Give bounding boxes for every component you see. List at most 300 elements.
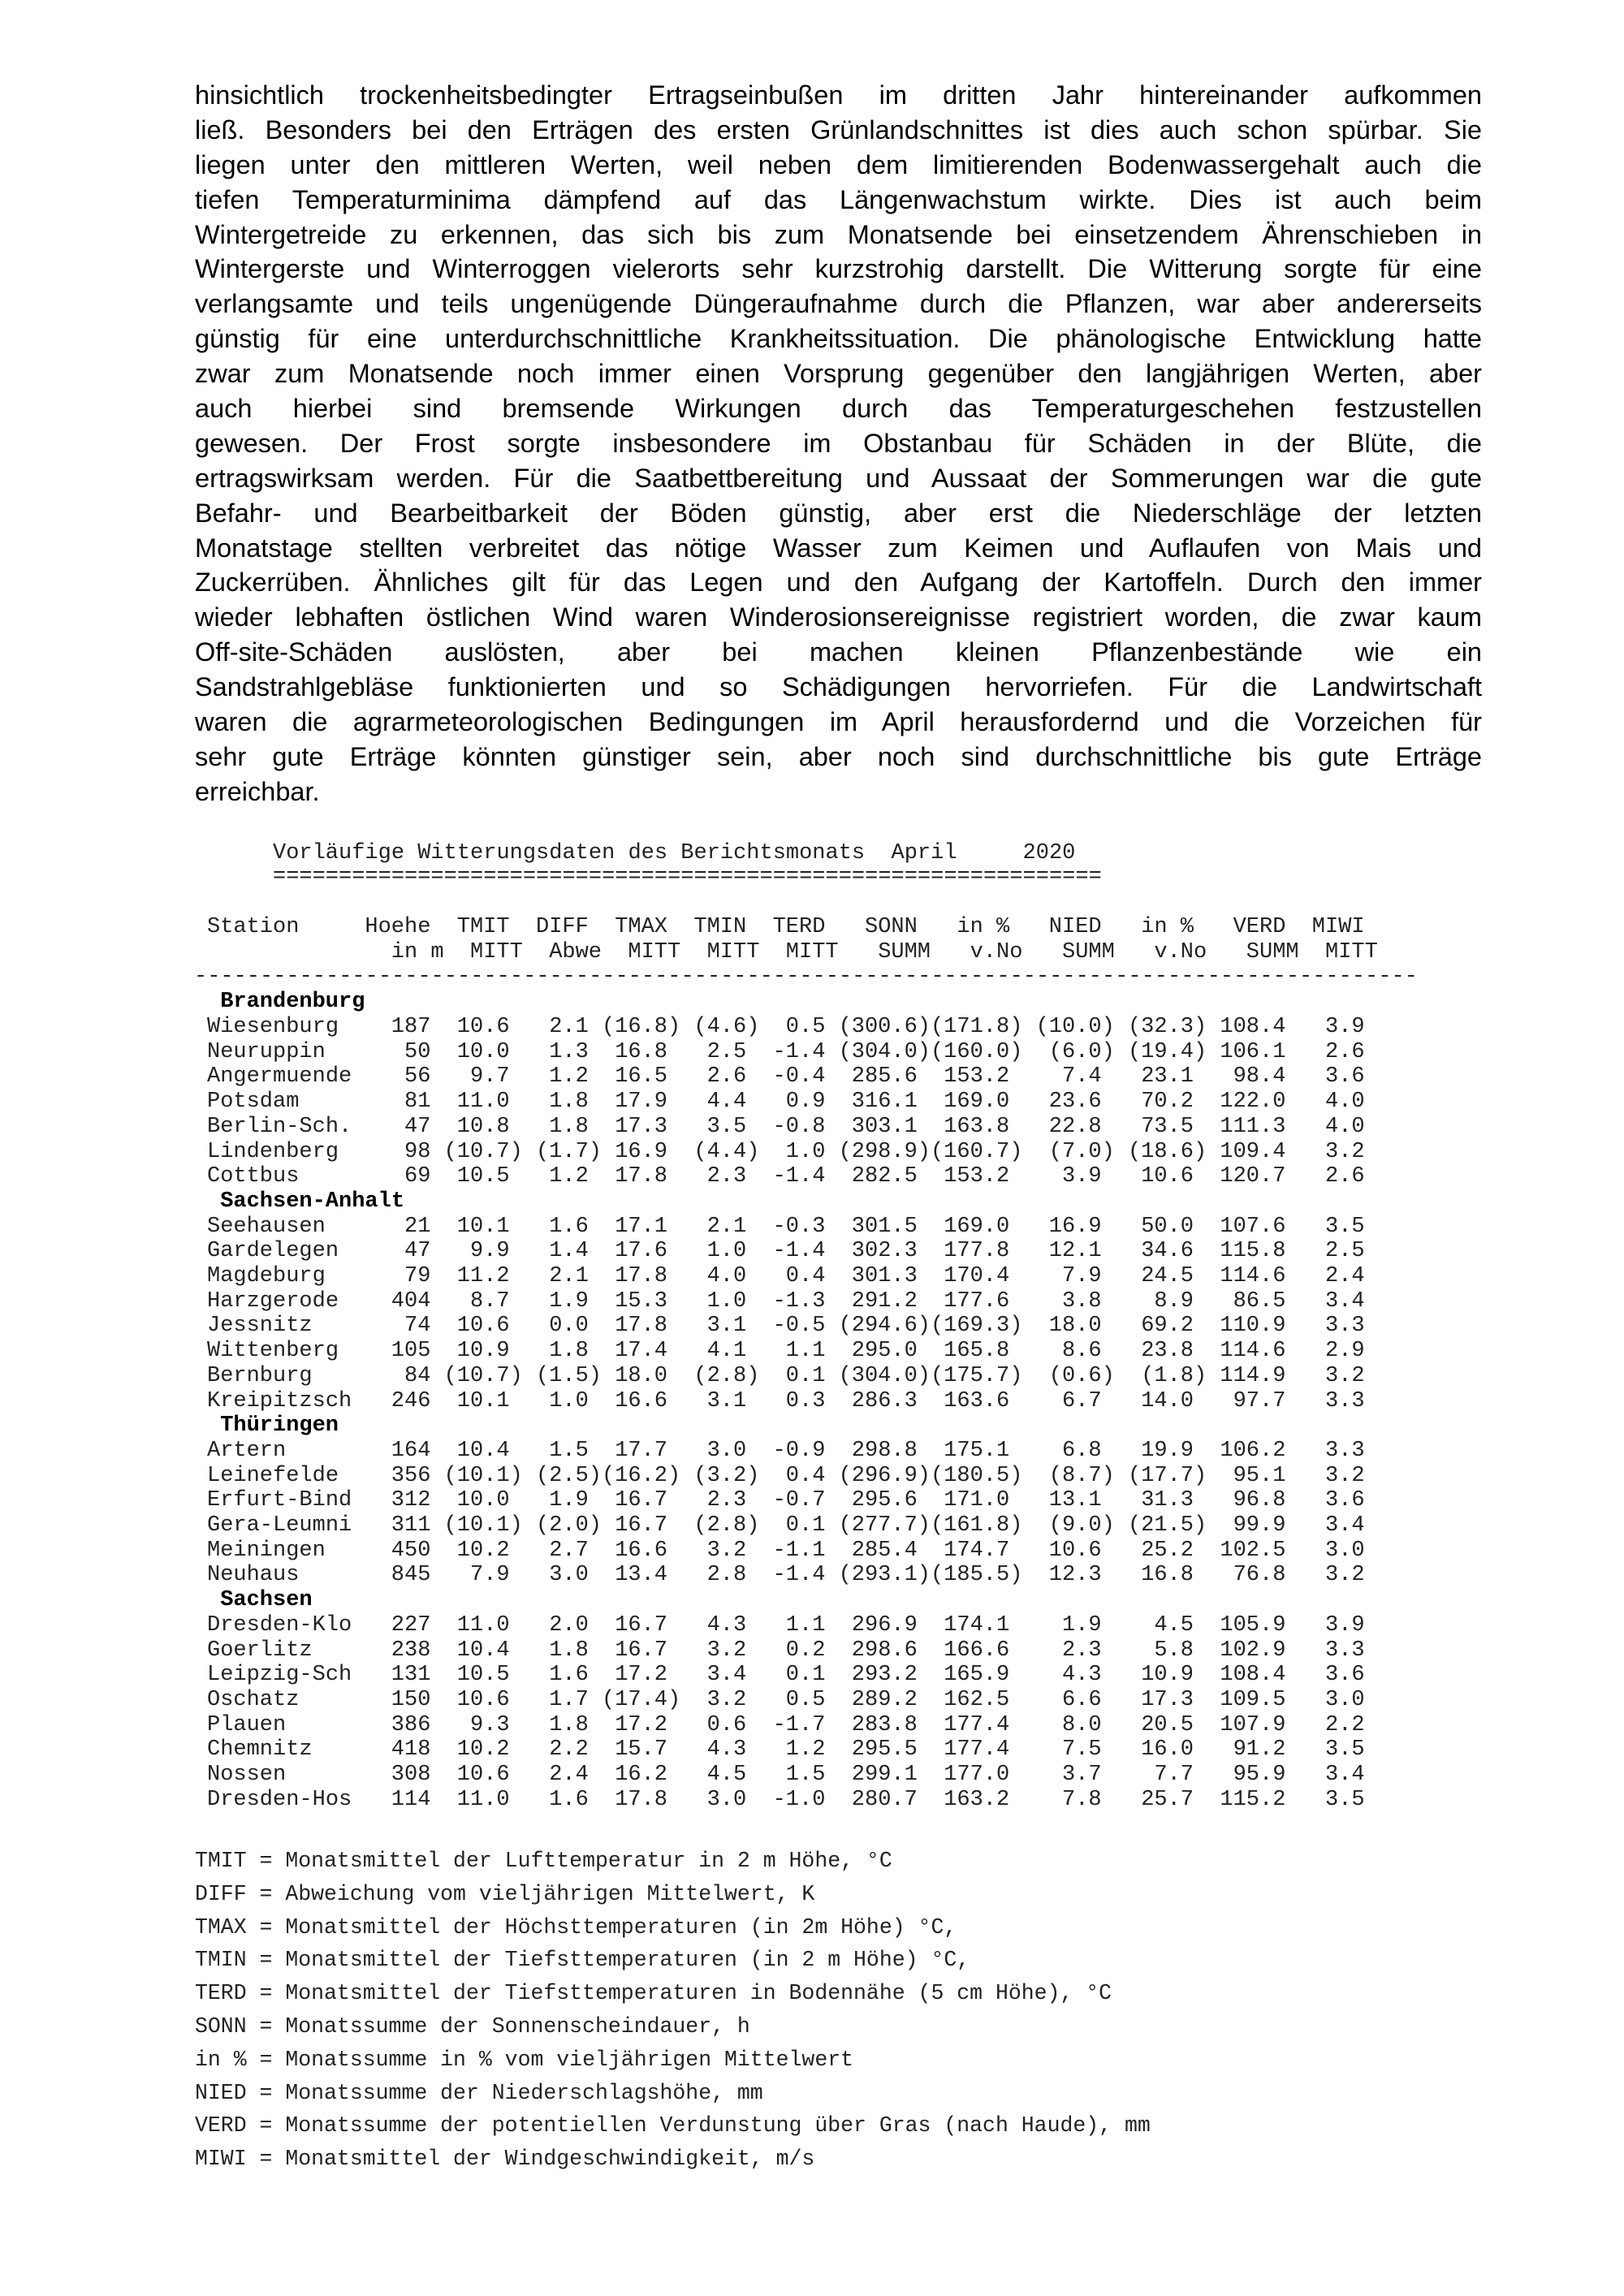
- table-cell: 1.2: [549, 1164, 589, 1189]
- table-cell: 10.6: [1141, 1164, 1194, 1189]
- paragraph-line: Monatstage stellten verbreitet das nötige Wasser zum Keimen und Auflaufen von Mais und: [195, 533, 1482, 563]
- table-title: Vorläufige Witterungsdaten des Berichtsmonats April 2020: [273, 841, 1076, 865]
- table-cell: 169.0: [944, 1214, 1010, 1239]
- column-header: DIFF: [536, 915, 589, 940]
- table-cell: 107.6: [1220, 1214, 1286, 1239]
- table-cell: 1.8: [549, 1638, 589, 1663]
- table-cell: 165.9: [944, 1663, 1010, 1688]
- table-cell: (161.8): [930, 1513, 1023, 1538]
- table-cell: 2.6: [1325, 1039, 1365, 1064]
- station-name: Gera-Leumni: [207, 1513, 352, 1538]
- table-cell: 10.2: [456, 1737, 510, 1763]
- table-cell: 295.0: [851, 1339, 918, 1364]
- table-cell: 1.2: [785, 1737, 826, 1763]
- table-cell: 8.6: [1062, 1339, 1102, 1364]
- table-cell: 0.2: [785, 1638, 826, 1663]
- column-header-unit: v.No: [970, 939, 1023, 965]
- table-cell: 2.3: [1062, 1638, 1102, 1663]
- table-cell: 95.1: [1233, 1463, 1286, 1488]
- table-cell: 107.9: [1220, 1712, 1286, 1737]
- table-cell: 96.8: [1233, 1488, 1286, 1513]
- column-header: in %: [957, 915, 1010, 940]
- table-cell: 2.0: [549, 1612, 589, 1638]
- table-cell: 1.0: [706, 1239, 747, 1264]
- table-cell: 4.3: [1062, 1663, 1102, 1688]
- legend-entry: TERD = Monatsmittel der Tiefsttemperaturen in Bodennähe (5 cm Höhe), °C: [195, 1981, 1112, 2006]
- table-cell: 11.2: [456, 1264, 510, 1288]
- table-cell: 114.6: [1220, 1339, 1286, 1364]
- table-cell: 0.3: [785, 1388, 826, 1413]
- table-cell: (8.7): [1048, 1463, 1115, 1488]
- table-cell: 11.0: [456, 1090, 510, 1115]
- table-cell: 2.9: [1325, 1339, 1365, 1364]
- station-name: Plauen: [207, 1712, 287, 1737]
- table-cell: -1.7: [772, 1712, 826, 1737]
- table-cell: 99.9: [1233, 1513, 1286, 1538]
- station-name: Artern: [207, 1438, 287, 1463]
- table-cell: 1.6: [549, 1214, 589, 1239]
- table-cell: 3.6: [1325, 1064, 1365, 1090]
- table-cell: 2.1: [549, 1015, 589, 1039]
- column-header-unit: v.No: [1154, 939, 1207, 965]
- station-name: Seehausen: [207, 1214, 326, 1239]
- table-cell: (32.3): [1127, 1015, 1207, 1039]
- station-name: Wiesenburg: [207, 1015, 339, 1039]
- table-cell: 70.2: [1141, 1090, 1194, 1115]
- paragraph-line: tiefen Temperaturminima dämpfend auf das Längenwachstum wirkte. Dies ist auch beim: [195, 184, 1482, 214]
- table-cell: 120.7: [1220, 1164, 1286, 1189]
- table-cell: (175.7): [930, 1363, 1023, 1388]
- table-cell: 16.5: [615, 1064, 667, 1090]
- table-cell: 102.9: [1220, 1638, 1286, 1663]
- table-cell: 25.7: [1141, 1787, 1194, 1812]
- table-cell: 1.8: [549, 1339, 589, 1364]
- table-cell: 21: [404, 1214, 431, 1239]
- table-cell: 10.0: [456, 1488, 510, 1513]
- paragraph-line: liegen unter den mittleren Werten, weil neben dem limitierenden Bodenwassergehalt auch die: [195, 149, 1482, 179]
- table-cell: 7.9: [470, 1563, 510, 1588]
- table-cell: 174.1: [944, 1612, 1010, 1638]
- table-cell: 285.4: [851, 1538, 918, 1563]
- table-cell: 298.6: [851, 1638, 918, 1663]
- table-cell: (21.5): [1127, 1513, 1207, 1538]
- table-cell: 17.3: [1141, 1687, 1194, 1712]
- table-cell: (160.0): [930, 1039, 1023, 1064]
- column-header: TERD: [772, 915, 826, 940]
- table-cell: (294.6): [838, 1314, 931, 1339]
- table-cell: 10.0: [456, 1039, 510, 1064]
- station-name: Leinefelde: [207, 1463, 339, 1488]
- legend-entry: DIFF = Abweichung vom vieljährigen Mittelwert, K: [195, 1881, 815, 1906]
- table-cell: 0.4: [785, 1264, 826, 1288]
- table-cell: 98.4: [1233, 1064, 1286, 1090]
- table-cell: 19.9: [1141, 1438, 1194, 1463]
- table-cell: 3.7: [1062, 1763, 1102, 1787]
- table-cell: 1.0: [785, 1139, 826, 1164]
- table-cell: (4.6): [693, 1015, 760, 1039]
- table-cell: 3.9: [1325, 1015, 1365, 1039]
- state-group-header: Sachsen-Anhalt: [220, 1189, 405, 1214]
- paragraph-line: hinsichtlich trockenheitsbedingter Ertragseinbußen im dritten Jahr hintereinander aufkommen: [195, 80, 1482, 110]
- table-cell: 1.8: [549, 1090, 589, 1115]
- table-cell: 17.3: [615, 1114, 667, 1139]
- table-cell: (277.7): [838, 1513, 931, 1538]
- column-header-unit: SUMM: [1062, 939, 1115, 965]
- table-cell: (16.8): [601, 1015, 681, 1039]
- table-cell: 10.9: [1141, 1663, 1194, 1688]
- table-cell: 1.2: [549, 1064, 589, 1090]
- table-cell: 20.5: [1141, 1712, 1194, 1737]
- table-cell: 91.2: [1233, 1737, 1286, 1763]
- column-header-unit: MITT: [628, 939, 681, 965]
- table-cell: 10.6: [1048, 1538, 1102, 1563]
- table-cell: 174.7: [944, 1538, 1010, 1563]
- table-cell: (3.2): [693, 1463, 760, 1488]
- table-cell: 3.6: [1325, 1663, 1365, 1688]
- table-cell: 0.9: [785, 1090, 826, 1115]
- table-cell: (7.0): [1048, 1139, 1115, 1164]
- table-cell: 4.0: [706, 1264, 747, 1288]
- table-cell: (2.5): [535, 1463, 602, 1488]
- table-cell: 9.3: [470, 1712, 510, 1737]
- table-cell: 3.2: [706, 1538, 747, 1563]
- table-cell: 114.6: [1220, 1264, 1286, 1288]
- table-cell: 3.4: [706, 1663, 747, 1688]
- table-cell: 3.2: [1325, 1463, 1365, 1488]
- table-cell: 3.5: [1325, 1214, 1365, 1239]
- table-cell: 79: [404, 1264, 431, 1288]
- table-cell: 17.1: [615, 1214, 667, 1239]
- table-cell: 16.0: [1141, 1737, 1194, 1763]
- table-cell: 2.4: [549, 1763, 589, 1787]
- table-cell: 289.2: [851, 1687, 918, 1712]
- table-cell: 9.9: [470, 1239, 510, 1264]
- table-cell: 295.6: [851, 1488, 918, 1513]
- table-cell: 2.6: [706, 1064, 747, 1090]
- station-name: Chemnitz: [207, 1737, 313, 1763]
- paragraph-line: Sandstrahlgebläse funktionierten und so Schädigungen hervorriefen. Für die Landwirtschaft: [195, 672, 1482, 702]
- table-cell: 24.5: [1141, 1264, 1194, 1288]
- table-cell: 3.3: [1325, 1314, 1365, 1339]
- table-cell: 308: [391, 1763, 431, 1787]
- table-cell: 165.8: [944, 1339, 1010, 1364]
- table-cell: 16.7: [615, 1638, 667, 1663]
- table-cell: (10.7): [443, 1363, 523, 1388]
- table-cell: 2.1: [706, 1214, 747, 1239]
- table-cell: 3.1: [706, 1314, 747, 1339]
- table-cell: (19.4): [1127, 1039, 1207, 1064]
- table-cell: 3.0: [706, 1438, 747, 1463]
- table-cell: 1.7: [549, 1687, 589, 1712]
- table-cell: 0.1: [785, 1663, 826, 1688]
- table-cell: 31.3: [1141, 1488, 1194, 1513]
- table-cell: 3.8: [1062, 1288, 1102, 1314]
- table-cell: 3.2: [1325, 1139, 1365, 1164]
- table-cell: (2.0): [535, 1513, 602, 1538]
- table-cell: (1.7): [535, 1139, 602, 1164]
- table-cell: 4.0: [1325, 1114, 1365, 1139]
- table-cell: 17.6: [615, 1239, 667, 1264]
- table-cell: 84: [404, 1363, 431, 1388]
- table-cell: 299.1: [851, 1763, 918, 1787]
- table-cell: -0.4: [772, 1064, 826, 1090]
- table-cell: (18.6): [1127, 1139, 1207, 1164]
- station-name: Goerlitz: [207, 1638, 313, 1663]
- column-header: SONN: [865, 915, 918, 940]
- table-cell: 98: [404, 1139, 431, 1164]
- table-cell: 3.0: [1325, 1538, 1365, 1563]
- table-cell: 15.7: [615, 1737, 667, 1763]
- table-cell: 2.4: [1325, 1264, 1365, 1288]
- table-cell: 302.3: [851, 1239, 918, 1264]
- state-group-header: Brandenburg: [220, 990, 365, 1015]
- legend-entry: in % = Monatssumme in % vom vieljährigen Mittelwert: [195, 2047, 854, 2072]
- paragraph-line: auch hierbei sind bremsende Wirkungen durch das Temperaturgeschehen festzustellen: [195, 394, 1482, 424]
- table-cell: 3.3: [1325, 1388, 1365, 1413]
- table-cell: 17.8: [615, 1164, 667, 1189]
- table-cell: 164: [391, 1438, 431, 1463]
- station-name: Nossen: [207, 1763, 287, 1787]
- table-cell: 74: [404, 1314, 431, 1339]
- table-cell: 0.6: [706, 1712, 747, 1737]
- table-cell: 109.4: [1220, 1139, 1286, 1164]
- table-cell: 845: [391, 1563, 431, 1588]
- table-cell: 8.7: [470, 1288, 510, 1314]
- station-name: Neuruppin: [207, 1039, 326, 1064]
- station-name: Oschatz: [207, 1687, 300, 1712]
- column-header: NIED: [1048, 915, 1102, 940]
- station-name: Meiningen: [207, 1538, 326, 1563]
- table-cell: 17.2: [615, 1663, 667, 1688]
- table-cell: (16.2): [601, 1463, 681, 1488]
- paragraph-line: verlangsamte und teils ungenügende Düngeraufnahme durch die Pflanzen, war aber andererseits: [195, 289, 1482, 319]
- paragraph-line: Wintergerste und Winterroggen vielerorts sehr kurzstrohig darstellt. Die Witterung sorgte für eine: [195, 254, 1482, 284]
- table-cell: 316.1: [851, 1090, 918, 1115]
- table-cell: (169.3): [930, 1314, 1023, 1339]
- station-name: Leipzig-Sch: [207, 1663, 352, 1688]
- table-cell: 23.8: [1141, 1339, 1194, 1364]
- table-cell: 22.8: [1048, 1114, 1102, 1139]
- table-cell: (0.6): [1048, 1363, 1115, 1388]
- table-cell: 301.3: [851, 1264, 918, 1288]
- table-cell: 108.4: [1220, 1663, 1286, 1688]
- table-cell: 163.8: [944, 1114, 1010, 1139]
- table-cell: -1.4: [772, 1164, 826, 1189]
- table-cell: 293.2: [851, 1663, 918, 1688]
- legend-entry: MIWI = Monatsmittel der Windgeschwindigkeit, m/s: [195, 2147, 815, 2172]
- table-cell: 114: [391, 1787, 431, 1812]
- table-cell: 86.5: [1233, 1288, 1286, 1314]
- table-cell: -0.8: [772, 1114, 826, 1139]
- table-cell: 81: [404, 1090, 431, 1115]
- station-name: Neuhaus: [207, 1563, 300, 1588]
- table-cell: 1.5: [785, 1763, 826, 1787]
- table-cell: 187: [391, 1015, 431, 1039]
- legend-entry: NIED = Monatssumme der Niederschlagshöhe, mm: [195, 2080, 763, 2105]
- station-name: Harzgerode: [207, 1288, 339, 1314]
- table-cell: 34.6: [1141, 1239, 1194, 1264]
- column-header: TMIN: [693, 915, 747, 940]
- column-header-unit: SUMM: [878, 939, 931, 965]
- table-cell: (17.4): [601, 1687, 681, 1712]
- table-cell: 7.4: [1062, 1064, 1102, 1090]
- table-cell: 10.5: [456, 1164, 510, 1189]
- table-cell: 162.5: [944, 1687, 1010, 1712]
- table-cell: 97.7: [1233, 1388, 1286, 1413]
- table-cell: 47: [404, 1114, 431, 1139]
- table-cell: 25.2: [1141, 1538, 1194, 1563]
- table-cell: 4.3: [706, 1737, 747, 1763]
- table-cell: 69.2: [1141, 1314, 1194, 1339]
- column-header-unit: Abwe: [549, 939, 602, 965]
- column-header: TMAX: [615, 915, 667, 940]
- table-cell: 298.8: [851, 1438, 918, 1463]
- paragraph-line: zwar zum Monatsende noch immer einen Vorsprung gegenüber den langjährigen Werten, aber: [195, 359, 1482, 389]
- table-cell: 3.5: [1325, 1787, 1365, 1812]
- table-cell: 8.9: [1154, 1288, 1194, 1314]
- table-cell: 6.7: [1062, 1388, 1102, 1413]
- table-cell: 10.8: [456, 1114, 510, 1139]
- station-name: Kreipitzsch: [207, 1388, 352, 1413]
- table-cell: (298.9): [838, 1139, 931, 1164]
- table-cell: (10.7): [443, 1139, 523, 1164]
- station-name: Lindenberg: [207, 1139, 339, 1164]
- state-group-header: Thüringen: [220, 1413, 339, 1439]
- table-cell: 8.0: [1062, 1712, 1102, 1737]
- table-cell: 17.8: [615, 1787, 667, 1812]
- table-cell: 2.2: [549, 1737, 589, 1763]
- table-cell: 10.6: [456, 1015, 510, 1039]
- table-cell: -0.5: [772, 1314, 826, 1339]
- table-cell: 18.0: [1048, 1314, 1102, 1339]
- table-cell: 131: [391, 1663, 431, 1688]
- table-cell: -0.7: [772, 1488, 826, 1513]
- column-header-unit: in m: [391, 939, 444, 965]
- table-cell: 105: [391, 1339, 431, 1364]
- station-name: Angermuende: [207, 1064, 352, 1090]
- table-cell: 1.6: [549, 1787, 589, 1812]
- table-cell: 1.1: [785, 1612, 826, 1638]
- table-cell: 16.9: [615, 1139, 667, 1164]
- table-cell: 153.2: [944, 1064, 1010, 1090]
- table-cell: 4.5: [706, 1763, 747, 1787]
- table-cell: 1.5: [549, 1438, 589, 1463]
- table-cell: 16.6: [615, 1538, 667, 1563]
- station-name: Wittenberg: [207, 1339, 339, 1364]
- table-cell: 11.0: [456, 1612, 510, 1638]
- table-cell: 2.3: [706, 1488, 747, 1513]
- paragraph-line: wieder lebhaften östlichen Wind waren Winderosionsereignisse registriert worden, die zwar kaum: [195, 602, 1482, 632]
- paragraph-line: Befahr- und Bearbeitbarkeit der Böden günstig, aber erst die Niederschläge der letzten: [195, 498, 1482, 528]
- table-cell: 17.4: [615, 1339, 667, 1364]
- table-cell: 2.8: [706, 1563, 747, 1588]
- table-cell: 47: [404, 1239, 431, 1264]
- table-cell: 285.6: [851, 1064, 918, 1090]
- table-cell: 76.8: [1233, 1563, 1286, 1588]
- column-header: MIWI: [1311, 915, 1365, 940]
- table-cell: 3.2: [706, 1638, 747, 1663]
- table-cell: 3.3: [1325, 1638, 1365, 1663]
- table-cell: 3.2: [1325, 1363, 1365, 1388]
- table-cell: 4.3: [706, 1612, 747, 1638]
- table-cell: 2.2: [1325, 1712, 1365, 1737]
- station-name: Magdeburg: [207, 1264, 326, 1288]
- table-cell: (180.5): [930, 1463, 1023, 1488]
- table-cell: -0.9: [772, 1438, 826, 1463]
- table-cell: 3.0: [706, 1787, 747, 1812]
- table-cell: 18.0: [615, 1363, 667, 1388]
- table-cell: 16.7: [615, 1513, 667, 1538]
- table-cell: 14.0: [1141, 1388, 1194, 1413]
- table-cell: 177.6: [944, 1288, 1010, 1314]
- table-cell: 122.0: [1220, 1090, 1286, 1115]
- table-cell: 23.6: [1048, 1090, 1102, 1115]
- table-cell: 4.5: [1154, 1612, 1194, 1638]
- table-cell: 3.2: [1325, 1563, 1365, 1588]
- table-cell: 10.4: [456, 1638, 510, 1663]
- column-header-unit: MITT: [785, 939, 839, 965]
- paragraph-line: Off-site-Schäden auslösten, aber bei machen kleinen Pflanzenbestände wie ein: [195, 637, 1482, 667]
- paragraph-line: erreichbar.: [195, 776, 320, 806]
- table-cell: 227: [391, 1612, 431, 1638]
- table-cell: 69: [404, 1164, 431, 1189]
- table-cell: 1.6: [549, 1663, 589, 1688]
- table-cell: 1.0: [706, 1288, 747, 1314]
- table-cell: 3.2: [706, 1687, 747, 1712]
- column-header-unit: MITT: [1325, 939, 1378, 965]
- table-cell: 153.2: [944, 1164, 1010, 1189]
- table-cell: 171.0: [944, 1488, 1010, 1513]
- station-name: Dresden-Klo: [207, 1612, 352, 1638]
- table-cell: 3.3: [1325, 1438, 1365, 1463]
- table-cell: 10.6: [456, 1687, 510, 1712]
- table-cell: 2.1: [549, 1264, 589, 1288]
- state-group-header: Sachsen: [220, 1588, 313, 1613]
- table-cell: 10.1: [456, 1214, 510, 1239]
- table-cell: 356: [391, 1463, 431, 1488]
- table-cell: 17.2: [615, 1712, 667, 1737]
- table-cell: 10.4: [456, 1438, 510, 1463]
- table-cell: (2.8): [693, 1363, 760, 1388]
- table-cell: 2.5: [1325, 1239, 1365, 1264]
- title-underline: ===============================================================: [273, 865, 1102, 889]
- table-cell: 16.8: [1141, 1563, 1194, 1588]
- column-header: VERD: [1233, 915, 1286, 940]
- table-cell: 303.1: [851, 1114, 918, 1139]
- table-cell: 2.7: [549, 1538, 589, 1563]
- table-cell: 111.3: [1220, 1114, 1286, 1139]
- table-cell: 9.7: [470, 1064, 510, 1090]
- table-cell: -1.3: [772, 1288, 826, 1314]
- table-cell: (160.7): [930, 1139, 1023, 1164]
- table-cell: (17.7): [1127, 1463, 1207, 1488]
- paragraph-line: Zuckerrüben. Ähnliches gilt für das Legen und den Aufgang der Kartoffeln. Durch den immer: [195, 568, 1482, 598]
- table-cell: (1.8): [1141, 1363, 1207, 1388]
- table-cell: 3.1: [706, 1388, 747, 1413]
- table-cell: 56: [404, 1064, 431, 1090]
- table-cell: -1.1: [772, 1538, 826, 1563]
- table-cell: 295.5: [851, 1737, 918, 1763]
- table-cell: 4.4: [706, 1090, 747, 1115]
- table-cell: (10.1): [443, 1513, 523, 1538]
- table-cell: 246: [391, 1388, 431, 1413]
- table-cell: 106.2: [1220, 1438, 1286, 1463]
- table-cell: 106.1: [1220, 1039, 1286, 1064]
- paragraph-line: sehr gute Erträge könnten günstiger sein, aber noch sind durchschnittliche bis gute Erträge: [195, 741, 1482, 771]
- table-cell: 16.7: [615, 1612, 667, 1638]
- table-cell: 1.0: [549, 1388, 589, 1413]
- table-cell: (185.5): [930, 1563, 1023, 1588]
